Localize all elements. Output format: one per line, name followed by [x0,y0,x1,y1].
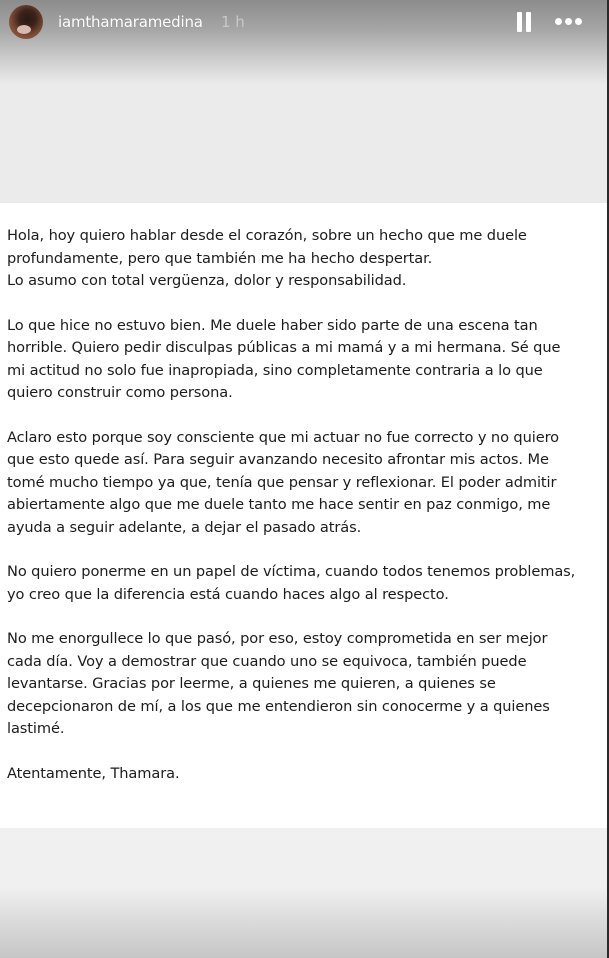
letter-panel [0,203,607,828]
letter-line: profundamente, pero que también me ha hecho despertar. [7,249,433,267]
avatar-photo [17,25,31,34]
letter-line: Hola, hoy quiero hablar desde el corazón, sobre un hecho que me duele [7,227,527,244]
username-link[interactable]: iamthamaramedina [58,13,203,31]
pause-button[interactable] [517,12,531,32]
post-timestamp: 1 h [221,13,245,31]
pause-icon [517,12,522,32]
story-header [0,0,607,46]
letter-line: Atentamente, Thamara. [7,764,180,782]
letter-line: yo creo que la diferencia está cuando haces algo al respecto. [7,585,449,603]
more-options-icon [565,18,572,25]
more-options-icon [575,18,582,25]
letter-paragraph-1 [7,225,595,293]
letter-line: Lo asumo con total vergüenza, dolor y responsabilidad. [7,272,407,289]
story-bottom-gradient [0,828,607,958]
letter-line: No me enorgullece lo que pasó, por eso, estoy comprometida en ser mejor [7,630,548,647]
letter-paragraph-4 [7,561,595,606]
letter-line: Lo que hice no estuvo bien. Me duele haber sido parte de una escena tan [7,316,538,334]
letter-paragraph-5 [7,628,595,741]
letter-line: quiero construir como persona. [7,384,233,401]
letter-paragraph-3 [7,427,595,540]
letter-line: horrible. Quiero pedir disculpas públicas a mi mamá y a mi hermana. Sé que [7,339,561,356]
letter-line: mi actitud no solo fue inapropiada, sino completamente contraria a lo que [7,361,543,379]
avatar[interactable] [9,5,43,39]
letter-line: cada día. Voy a demostrar que cuando uno se equivoca, también puede [7,652,527,670]
letter-paragraph-2 [7,315,595,405]
letter-line: No quiero ponerme en un papel de víctima, cuando todos tenemos problemas, [7,563,576,580]
more-options-button[interactable] [555,18,582,26]
letter-line: tomé mucho tiempo ya que, tenía que pensar y reflexionar. El poder admitir [7,473,557,491]
letter-line: lastimé. [7,720,65,737]
story-upper-blank-area [0,85,607,203]
letter-line: levantarse. Gracias por leerme, a quienes me quieren, a quienes se [7,675,496,692]
letter-line: que esto quede así. Para seguir avanzando necesito afrontar mis actos. Me [7,451,549,468]
pause-icon [526,12,531,32]
letter-line: abiertamente algo que me duele tanto me hace sentir en paz conmigo, me [7,496,551,513]
letter-line: ayuda a seguir adelante, a dejar el pasado atrás. [7,518,362,536]
letter-line: Aclaro esto porque soy consciente que mi actuar no fue correcto y no quiero [7,428,559,446]
letter-line: decepcionaron de mí, a los que me entendieron sin conocerme y a quienes [7,697,550,715]
more-options-icon [555,18,562,25]
letter-signature [7,763,595,786]
